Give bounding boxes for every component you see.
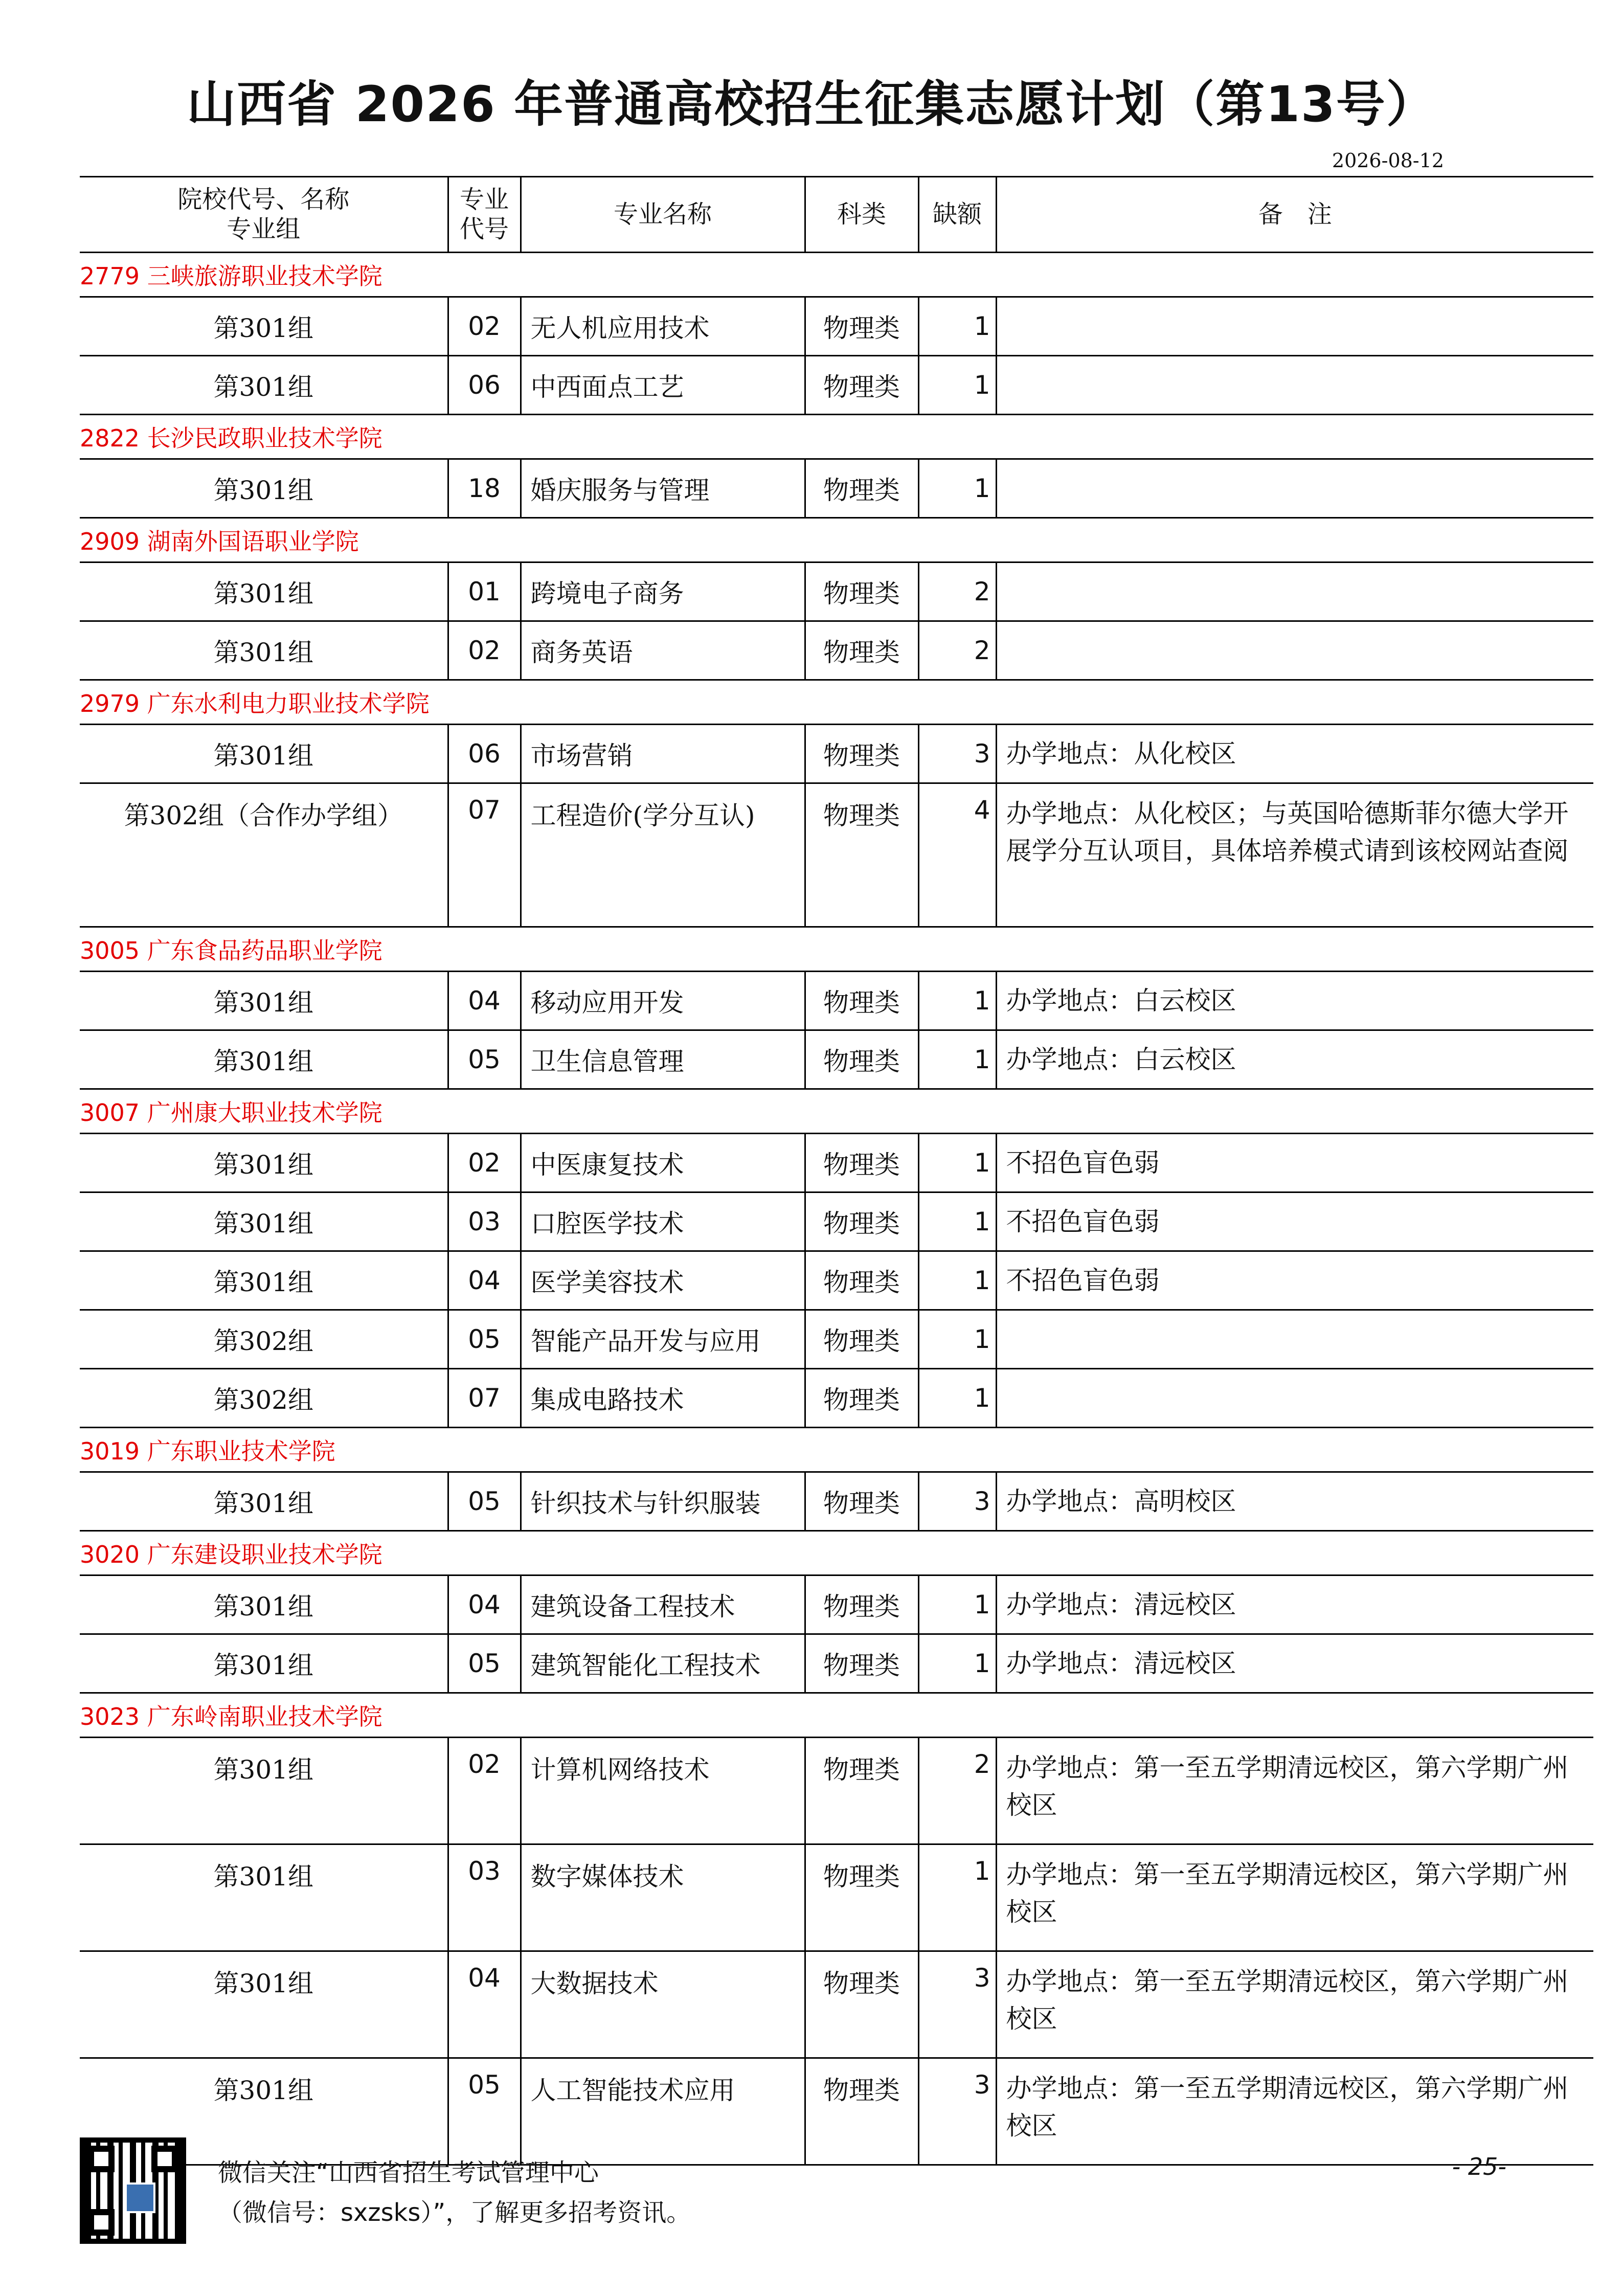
major-name-cell: 医学美容技术	[521, 1251, 805, 1310]
quota-cell: 1	[918, 1844, 996, 1951]
group-cell: 第302组（合作办学组）	[80, 783, 448, 927]
quota-cell: 2	[918, 621, 996, 680]
note-cell: 不招色盲色弱	[996, 1134, 1593, 1192]
major-code-cell: 07	[448, 1369, 521, 1428]
note-cell: 办学地点：清远校区	[996, 1575, 1593, 1634]
school-header-row	[80, 1089, 1593, 1134]
header-school-line2: 专业组	[227, 214, 301, 243]
table-row	[80, 562, 1593, 621]
table-row	[80, 1951, 1593, 2058]
note-cell	[996, 621, 1593, 680]
table-row	[80, 459, 1593, 518]
header-note: 备 注	[996, 177, 1593, 253]
table-row	[80, 783, 1593, 927]
table-header-row	[80, 177, 1593, 253]
quota-cell: 1	[918, 459, 996, 518]
category-cell: 物理类	[805, 2058, 918, 2165]
category-cell: 物理类	[805, 297, 918, 356]
category-cell: 物理类	[805, 783, 918, 927]
table-row	[80, 297, 1593, 356]
note-cell	[996, 356, 1593, 415]
quota-cell: 1	[918, 1310, 996, 1369]
group-cell: 第301组	[80, 1738, 448, 1844]
table-row	[80, 1634, 1593, 1693]
category-cell: 物理类	[805, 621, 918, 680]
major-code-cell: 05	[448, 1030, 521, 1089]
note-cell	[996, 297, 1593, 356]
page-footer	[80, 2137, 1593, 2265]
note-cell: 办学地点：清远校区	[996, 1634, 1593, 1693]
note-cell	[996, 459, 1593, 518]
note-cell: 办学地点：第一至五学期清远校区，第六学期广州校区	[996, 2058, 1593, 2165]
group-cell: 第301组	[80, 725, 448, 783]
major-code-cell: 05	[448, 1472, 521, 1531]
category-cell: 物理类	[805, 1738, 918, 1844]
major-code-cell: 04	[448, 1251, 521, 1310]
major-code-cell: 04	[448, 1575, 521, 1634]
school-header-row	[80, 927, 1593, 972]
quota-cell: 3	[918, 725, 996, 783]
quota-cell: 3	[918, 1472, 996, 1531]
quota-cell: 2	[918, 562, 996, 621]
category-cell: 物理类	[805, 1575, 918, 1634]
note-cell: 办学地点：第一至五学期清远校区，第六学期广州校区	[996, 1738, 1593, 1844]
major-code-cell: 05	[448, 1634, 521, 1693]
table-row	[80, 1575, 1593, 1634]
category-cell: 物理类	[805, 1472, 918, 1531]
table-row	[80, 621, 1593, 680]
table-row	[80, 1738, 1593, 1844]
category-cell: 物理类	[805, 972, 918, 1030]
header-quota: 缺额	[918, 177, 996, 253]
page-number: - 25-	[1452, 2153, 1506, 2180]
header-school	[80, 177, 448, 253]
major-code-cell: 02	[448, 621, 521, 680]
major-name-cell: 卫生信息管理	[521, 1030, 805, 1089]
group-cell: 第301组	[80, 1030, 448, 1089]
note-cell	[996, 1369, 1593, 1428]
quota-cell: 4	[918, 783, 996, 927]
major-name-cell: 中医康复技术	[521, 1134, 805, 1192]
school-name: 2909 湖南外国语职业学院	[80, 518, 1593, 562]
major-code-cell: 05	[448, 1310, 521, 1369]
header-code-line2: 代号	[459, 214, 509, 243]
table-row	[80, 1310, 1593, 1369]
group-cell: 第302组	[80, 1310, 448, 1369]
school-header-row	[80, 253, 1593, 297]
note-cell: 办学地点：白云校区	[996, 1030, 1593, 1089]
category-cell: 物理类	[805, 725, 918, 783]
major-name-cell: 人工智能技术应用	[521, 2058, 805, 2165]
note-cell: 不招色盲色弱	[996, 1192, 1593, 1251]
category-cell: 物理类	[805, 562, 918, 621]
group-cell: 第301组	[80, 1634, 448, 1693]
group-cell: 第301组	[80, 1575, 448, 1634]
major-name-cell: 跨境电子商务	[521, 562, 805, 621]
major-name-cell: 智能产品开发与应用	[521, 1310, 805, 1369]
major-name-cell: 商务英语	[521, 621, 805, 680]
school-header-row	[80, 1693, 1593, 1738]
major-code-cell: 04	[448, 1951, 521, 2058]
header-code-line1: 专业	[459, 185, 509, 214]
quota-cell: 1	[918, 1192, 996, 1251]
qr-code-icon	[80, 2137, 186, 2244]
note-cell	[996, 1310, 1593, 1369]
school-name: 3023 广东岭南职业技术学院	[80, 1693, 1593, 1738]
table-row	[80, 1134, 1593, 1192]
school-name: 3005 广东食品药品职业学院	[80, 927, 1593, 972]
note-cell: 办学地点：白云校区	[996, 972, 1593, 1030]
group-cell: 第301组	[80, 1192, 448, 1251]
major-name-cell: 建筑设备工程技术	[521, 1575, 805, 1634]
quota-cell: 1	[918, 1575, 996, 1634]
group-cell: 第301组	[80, 562, 448, 621]
header-school-line1: 院校代号、名称	[177, 185, 350, 214]
group-cell: 第301组	[80, 2058, 448, 2165]
major-code-cell: 07	[448, 783, 521, 927]
major-name-cell: 大数据技术	[521, 1951, 805, 2058]
quota-cell: 1	[918, 1251, 996, 1310]
table-row	[80, 972, 1593, 1030]
note-cell: 办学地点：高明校区	[996, 1472, 1593, 1531]
category-cell: 物理类	[805, 459, 918, 518]
note-cell: 办学地点：从化校区	[996, 725, 1593, 783]
major-name-cell: 中西面点工艺	[521, 356, 805, 415]
quota-cell: 1	[918, 1369, 996, 1428]
group-cell: 第301组	[80, 1251, 448, 1310]
table-row	[80, 1472, 1593, 1531]
major-name-cell: 无人机应用技术	[521, 297, 805, 356]
major-name-cell: 工程造价(学分互认)	[521, 783, 805, 927]
group-cell: 第301组	[80, 1844, 448, 1951]
category-cell: 物理类	[805, 1251, 918, 1310]
major-code-cell: 06	[448, 725, 521, 783]
page-title: 山西省 2026 年普通高校招生征集志愿计划（第13号）	[187, 76, 1436, 133]
category-cell: 物理类	[805, 1844, 918, 1951]
group-cell: 第301组	[80, 1951, 448, 2058]
quota-cell: 2	[918, 1738, 996, 1844]
note-cell: 办学地点：第一至五学期清远校区，第六学期广州校区	[996, 1844, 1593, 1951]
category-cell: 物理类	[805, 1310, 918, 1369]
major-code-cell: 03	[448, 1844, 521, 1951]
group-cell: 第301组	[80, 1134, 448, 1192]
header-category: 科类	[805, 177, 918, 253]
table-row	[80, 1192, 1593, 1251]
category-cell: 物理类	[805, 356, 918, 415]
note-cell: 办学地点：从化校区；与英国哈德斯菲尔德大学开展学分互认项目，具体培养模式请到该校网站查阅	[996, 783, 1593, 927]
table-body	[80, 253, 1593, 2165]
group-cell: 第301组	[80, 972, 448, 1030]
school-header-row	[80, 415, 1593, 459]
school-header-row	[80, 518, 1593, 562]
note-cell: 办学地点：第一至五学期清远校区，第六学期广州校区	[996, 1951, 1593, 2058]
major-code-cell: 02	[448, 1134, 521, 1192]
major-code-cell: 04	[448, 972, 521, 1030]
quota-cell: 1	[918, 972, 996, 1030]
major-code-cell: 06	[448, 356, 521, 415]
major-name-cell: 婚庆服务与管理	[521, 459, 805, 518]
major-code-cell: 18	[448, 459, 521, 518]
category-cell: 物理类	[805, 1192, 918, 1251]
school-name: 2979 广东水利电力职业技术学院	[80, 680, 1593, 725]
note-cell: 不招色盲色弱	[996, 1251, 1593, 1310]
publish-date: 2026-08-12	[1332, 149, 1444, 172]
school-name: 3019 广东职业技术学院	[80, 1428, 1593, 1472]
category-cell: 物理类	[805, 1951, 918, 2058]
group-cell: 第301组	[80, 1472, 448, 1531]
major-name-cell: 针织技术与针织服装	[521, 1472, 805, 1531]
quota-cell: 3	[918, 2058, 996, 2165]
quota-cell: 1	[918, 1134, 996, 1192]
quota-cell: 1	[918, 1030, 996, 1089]
enrollment-plan-table	[80, 176, 1593, 2166]
major-code-cell: 02	[448, 1738, 521, 1844]
group-cell: 第301组	[80, 621, 448, 680]
quota-cell: 1	[918, 356, 996, 415]
quota-cell: 1	[918, 297, 996, 356]
major-code-cell: 01	[448, 562, 521, 621]
school-header-row	[80, 1428, 1593, 1472]
category-cell: 物理类	[805, 1134, 918, 1192]
major-name-cell: 市场营销	[521, 725, 805, 783]
group-cell: 第301组	[80, 459, 448, 518]
category-cell: 物理类	[805, 1030, 918, 1089]
school-name: 2779 三峡旅游职业技术学院	[80, 253, 1593, 297]
major-name-cell: 移动应用开发	[521, 972, 805, 1030]
major-name-cell: 建筑智能化工程技术	[521, 1634, 805, 1693]
group-cell: 第301组	[80, 297, 448, 356]
school-name: 3020 广东建设职业技术学院	[80, 1531, 1593, 1575]
major-name-cell: 数字媒体技术	[521, 1844, 805, 1951]
group-cell: 第302组	[80, 1369, 448, 1428]
major-code-cell: 02	[448, 297, 521, 356]
group-cell: 第301组	[80, 356, 448, 415]
major-name-cell: 集成电路技术	[521, 1369, 805, 1428]
table-row	[80, 725, 1593, 783]
major-code-cell: 03	[448, 1192, 521, 1251]
table-row	[80, 1369, 1593, 1428]
footer-wechat-line2: （微信号：sxzsks）”，了解更多招考资讯。	[218, 2198, 691, 2227]
category-cell: 物理类	[805, 1369, 918, 1428]
table-row	[80, 356, 1593, 415]
school-name: 3007 广州康大职业技术学院	[80, 1089, 1593, 1134]
footer-wechat-line1: 微信关注“山西省招生考试管理中心	[218, 2158, 599, 2187]
table-row	[80, 1030, 1593, 1089]
school-header-row	[80, 1531, 1593, 1575]
school-header-row	[80, 680, 1593, 725]
note-cell	[996, 562, 1593, 621]
header-major: 专业名称	[521, 177, 805, 253]
quota-cell: 1	[918, 1634, 996, 1693]
header-code	[448, 177, 521, 253]
major-code-cell: 05	[448, 2058, 521, 2165]
quota-cell: 3	[918, 1951, 996, 2058]
category-cell: 物理类	[805, 1634, 918, 1693]
table-row	[80, 1844, 1593, 1951]
major-name-cell: 口腔医学技术	[521, 1192, 805, 1251]
school-name: 2822 长沙民政职业技术学院	[80, 415, 1593, 459]
major-name-cell: 计算机网络技术	[521, 1738, 805, 1844]
table-row	[80, 1251, 1593, 1310]
